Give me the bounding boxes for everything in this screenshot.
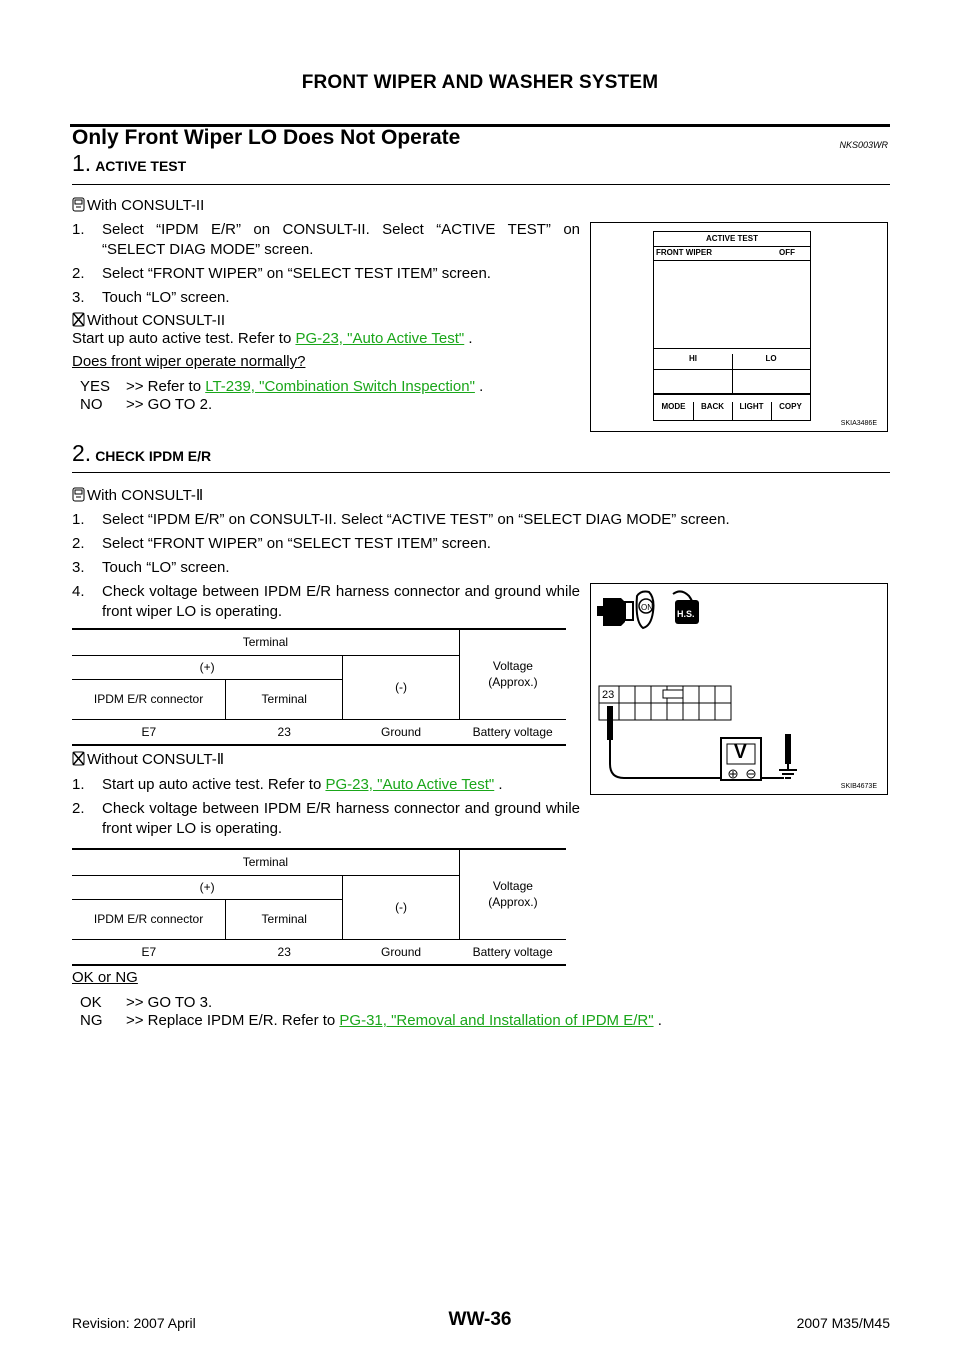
step-1-number: 1. xyxy=(72,150,92,176)
step-1-heading xyxy=(72,150,186,177)
step-1-question: Does front wiper operate normally? xyxy=(72,353,306,370)
list-item: 3. Touch “LO” screen. xyxy=(72,289,230,306)
no-consult-icon xyxy=(72,751,85,766)
result-ng: NG >> Replace IPDM E/R. Refer to PG-31, "Removal and Installation of IPDM E/R" . xyxy=(80,1012,662,1029)
with-consult-label: With CONSULT-II xyxy=(87,197,205,214)
link-pg-31[interactable]: PG-31, "Removal and Installation of IPDM E/R" xyxy=(339,1012,654,1029)
without-consult-label: Without CONSULT-II xyxy=(87,312,226,329)
screen-btn-hi: HI xyxy=(654,354,733,374)
step-2-without-list xyxy=(72,775,580,843)
link-lt-239[interactable]: LT-239, "Combination Switch Inspection" xyxy=(205,378,475,395)
consult-icon xyxy=(72,197,85,212)
th-minus: (-) xyxy=(343,875,459,939)
voltmeter-label: V xyxy=(734,742,747,763)
figure-2-code: SKIB4673E xyxy=(840,783,877,790)
link-pg-23[interactable]: PG-23, "Auto Active Test" xyxy=(295,330,465,347)
list-item: 1. Start up auto active test. Refer to PG-23, "Auto Active Test" . xyxy=(72,776,503,793)
th-terminal-col: Terminal xyxy=(226,899,343,939)
result-yes: YES >> Refer to LT-239, "Combination Switch Inspection" . xyxy=(80,378,484,395)
on-switch-icon xyxy=(637,592,654,629)
figure-voltage-check xyxy=(590,583,888,795)
screen-btn-back: BACK xyxy=(693,402,733,420)
with-consult-1 xyxy=(72,196,204,216)
th-plus: (+) xyxy=(72,875,343,899)
list-item: 4. Check voltage between IPDM E/R harness connector and ground while front wiper LO is operating. xyxy=(72,583,580,620)
list-item: 1. Select “IPDM E/R” on CONSULT-II. Select “ACTIVE TEST” on “SELECT DIAG MODE” screen. xyxy=(72,221,580,258)
footer-model: 2007 M35/M45 xyxy=(796,1315,890,1331)
screen-btn-copy: COPY xyxy=(779,402,802,411)
ipdm-connector-block xyxy=(599,686,731,720)
no-consult-icon xyxy=(72,312,85,327)
consult-screen xyxy=(653,231,811,421)
connector-icon xyxy=(597,598,633,626)
list-item: 2. Select “FRONT WIPER” on “SELECT TEST ITEM” screen. xyxy=(72,535,491,552)
table-row: E7 23 Ground Battery voltage xyxy=(72,939,566,965)
th-terminal-col: Terminal xyxy=(226,679,343,719)
screen-btn-light: LIGHT xyxy=(732,402,772,420)
with-consult-label: With CONSULT-Ⅱ xyxy=(87,487,204,504)
footer-page-number: WW-36 xyxy=(448,1309,512,1330)
screen-title: ACTIVE TEST xyxy=(705,234,758,243)
step-2-heading xyxy=(72,440,211,467)
th-connector: IPDM E/R connector xyxy=(72,679,226,719)
step-1-results xyxy=(80,378,483,414)
step-1-list xyxy=(72,220,580,312)
th-terminal: Terminal xyxy=(72,629,459,655)
step-2-rule xyxy=(72,472,890,473)
th-voltage: Voltage (Approx.) xyxy=(459,629,566,719)
step-2-results xyxy=(80,994,662,1030)
th-minus: (-) xyxy=(343,655,459,719)
section-title: Only Front Wiper LO Does Not Operate xyxy=(72,126,461,149)
step-2-result-label: OK or NG xyxy=(72,969,138,986)
step-1-rule xyxy=(72,184,890,185)
list-item: 2. Select “FRONT WIPER” on “SELECT TEST ITEM” screen. xyxy=(72,265,491,282)
without-consult-2 xyxy=(72,750,224,770)
list-item: 1. Select “IPDM E/R” on CONSULT-II. Select “ACTIVE TEST” on “SELECT DIAG MODE” screen. xyxy=(72,511,730,528)
with-consult-2 xyxy=(72,486,203,506)
step-2-title: CHECK IPDM E/R xyxy=(95,448,212,464)
screen-btn-mode: MODE xyxy=(654,402,694,420)
consult-icon xyxy=(72,487,85,502)
th-plus: (+) xyxy=(72,655,343,679)
without-consult-1 xyxy=(72,311,225,331)
harness-side-icon xyxy=(673,591,699,624)
connector-pin-label: 23 xyxy=(602,689,615,701)
step-2-number: 2. xyxy=(72,440,92,466)
svg-text:ON: ON xyxy=(641,603,653,612)
svg-text:H.S.: H.S. xyxy=(677,609,695,619)
auto-active-text: Start up auto active test. Refer to PG-23, "Auto Active Test" . xyxy=(72,330,473,347)
th-voltage: Voltage (Approx.) xyxy=(459,849,566,939)
result-no: NO >> GO TO 2. xyxy=(80,396,213,413)
section-code: NKS003WR xyxy=(839,140,888,150)
figure-active-test-screen xyxy=(590,222,888,432)
screen-btn-lo: LO xyxy=(765,354,777,363)
th-connector: IPDM E/R connector xyxy=(72,899,226,939)
link-pg-23[interactable]: PG-23, "Auto Active Test" xyxy=(325,776,495,793)
list-item: 3. Touch “LO” screen. xyxy=(72,559,230,576)
list-item: 2. Check voltage between IPDM E/R harness connector and ground while front wiper LO is operating. xyxy=(72,800,580,837)
figure-1-code: SKIA3486E xyxy=(840,420,877,427)
voltage-table-1 xyxy=(72,628,566,746)
without-consult-label: Without CONSULT-Ⅱ xyxy=(87,751,225,768)
voltage-table-2 xyxy=(72,848,566,966)
table-row: E7 23 Ground Battery voltage xyxy=(72,719,566,745)
th-terminal: Terminal xyxy=(72,849,459,875)
footer-revision: Revision: 2007 April xyxy=(72,1315,196,1331)
page-header-title: FRONT WIPER AND WASHER SYSTEM xyxy=(301,72,659,93)
screen-item-value: OFF xyxy=(779,248,795,257)
screen-item: FRONT WIPER xyxy=(656,248,712,257)
step-1-title: ACTIVE TEST xyxy=(95,158,187,174)
result-ok: OK >> GO TO 3. xyxy=(80,994,213,1011)
